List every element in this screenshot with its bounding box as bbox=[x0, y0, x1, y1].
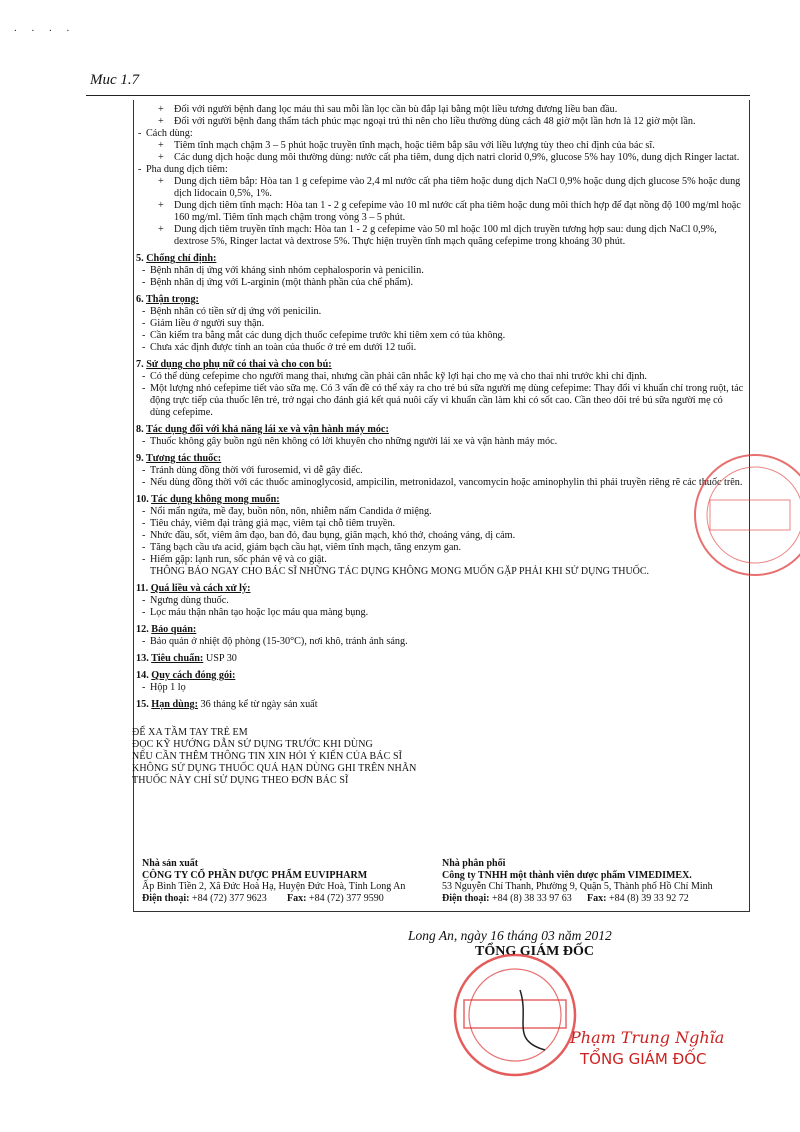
section-12 bbox=[136, 624, 744, 648]
list-item bbox=[136, 542, 744, 554]
section-8 bbox=[136, 424, 744, 448]
list-item bbox=[136, 436, 744, 448]
section-13 bbox=[136, 653, 744, 665]
distributor-phone: +84 (8) 38 33 97 63 bbox=[492, 892, 572, 904]
distributor bbox=[442, 858, 742, 904]
warning-line: KHÔNG SỬ DỤNG THUỐC QUÁ HẠN DÙNG GHI TRÊN NHÃN bbox=[132, 763, 417, 774]
section-5 bbox=[136, 253, 744, 289]
warning-line: ĐỌC KỸ HƯỚNG DẪN SỬ DỤNG TRƯỚC KHI DÙNG bbox=[132, 739, 373, 750]
section-14 bbox=[136, 670, 744, 694]
manufacturer-fax-label: Fax: bbox=[287, 892, 307, 904]
section-number: 10. bbox=[136, 494, 149, 505]
section-inline-value: 36 tháng kể từ ngày sản xuất bbox=[200, 699, 318, 710]
section-heading: Chống chỉ định: bbox=[146, 253, 217, 264]
list-item bbox=[136, 265, 744, 277]
list-item bbox=[136, 342, 744, 354]
distributor-fax: +84 (8) 39 33 92 72 bbox=[608, 892, 689, 904]
intro-item bbox=[136, 164, 744, 176]
bullet: - bbox=[142, 465, 146, 476]
distributor-address: 53 Nguyễn Chí Thanh, Phường 9, Quận 5, Thành phố Hồ Chí Minh bbox=[442, 881, 713, 892]
list-item-text: Bệnh nhân có tiền sử dị ứng với penicilin. bbox=[150, 306, 322, 317]
bullet: - bbox=[142, 506, 146, 517]
bullet: - bbox=[142, 277, 146, 288]
section-title bbox=[136, 253, 744, 265]
bullet: - bbox=[142, 330, 146, 341]
distributor-fax-label: Fax: bbox=[587, 892, 607, 904]
section-title bbox=[136, 670, 744, 682]
list-item bbox=[136, 554, 744, 566]
bullet: - bbox=[142, 342, 146, 353]
list-item bbox=[136, 682, 744, 694]
distributor-name: Công ty TNHH một thành viên dược phẩm VIMEDIMEX. bbox=[442, 869, 692, 881]
section-heading: Tương tác thuốc: bbox=[146, 453, 222, 464]
list-item-text: Tránh dùng đồng thời với furosemid, vì dễ gây điếc. bbox=[150, 465, 363, 476]
warning-line: THUỐC NÀY CHỈ SỬ DỤNG THEO ĐƠN BÁC SĨ bbox=[132, 775, 349, 786]
warning-line: NẾU CẦN THÊM THÔNG TIN XIN HỎI Ý KIẾN CỦA BÁC SĨ bbox=[132, 751, 403, 762]
list-item-text: Nếu dùng đồng thời với các thuốc aminoglycosid, ampicilin, metronidazol, vancomycin hoặc aminophylin thì phải truyền riêng rẽ các thuốc trên. bbox=[150, 477, 743, 488]
bullet: - bbox=[142, 530, 146, 541]
intro-item bbox=[136, 128, 744, 140]
distributor-phone-label: Điện thoại: bbox=[442, 892, 490, 904]
section-6 bbox=[136, 294, 744, 354]
section-7 bbox=[136, 359, 744, 419]
corner-dots: . . . . bbox=[14, 22, 76, 34]
list-item bbox=[136, 383, 744, 419]
section-note: THÔNG BÁO NGAY CHO BÁC SĨ NHỮNG TÁC DỤNG KHÔNG MONG MUỐN GẶP PHẢI KHI SỬ DỤNG THUỐC. bbox=[150, 566, 650, 577]
place-date: Long An, ngày 16 tháng 03 năm 2012 bbox=[408, 928, 612, 943]
list-item bbox=[136, 595, 744, 607]
section-number: 11. bbox=[136, 583, 149, 594]
bullet: - bbox=[142, 636, 146, 647]
bullet: - bbox=[142, 436, 146, 447]
list-item bbox=[136, 518, 744, 530]
section-heading: Tiêu chuẩn: bbox=[151, 653, 204, 664]
bullet: - bbox=[142, 318, 146, 329]
list-item-text: Có thể dùng cefepime cho người mang thai, nhưng cần phải cân nhắc kỹ lợi hại cho mẹ và cho thai nhi trước khi chỉ định. bbox=[150, 371, 647, 382]
section-15 bbox=[136, 699, 744, 711]
list-item bbox=[136, 306, 744, 318]
manufacturer-phone-label: Điện thoại: bbox=[142, 892, 190, 904]
intro-text: Dung dịch tiêm truyền tĩnh mạch: Hòa tan 1 - 2 g cefepime vào 50 ml hoặc 100 ml dịch truyền tương hợp sau: dung dịch NaCl 0,9%, dextrose 5%, Ringer lactat và dextrose 5%. Thực hiện truyền tĩnh mạch quãng cefepime trong khoảng 30 phút. bbox=[174, 224, 717, 247]
bullet: + bbox=[158, 152, 164, 163]
section-number: 7. bbox=[136, 359, 144, 370]
intro-text: Dung dịch tiêm tĩnh mạch: Hòa tan 1 - 2 g cefepime vào 10 ml nước cất pha tiêm hoặc dung môi thích hợp để đạt nồng độ 100 mg/ml hoặc 160 mg/ml. Tiêm tĩnh mạch chậm trong vòng 3 – 5 phút. bbox=[174, 200, 741, 223]
list-item bbox=[136, 318, 744, 330]
intro-item bbox=[136, 140, 744, 152]
bullet: - bbox=[142, 306, 146, 317]
intro-text: Đối với người bệnh đang lọc máu thì sau mỗi lần lọc cần bù đắp lại bằng một liều tương đương liều ban đầu. bbox=[174, 104, 618, 115]
dosage-continuation bbox=[136, 104, 744, 248]
intro-text: Cách dùng: bbox=[146, 128, 193, 139]
bullet: - bbox=[142, 607, 146, 618]
section-9 bbox=[136, 453, 744, 489]
bullet: - bbox=[138, 164, 142, 175]
section-number: 14. bbox=[136, 670, 149, 681]
list-item-text: Tăng bạch cầu ưa acid, giảm bạch cầu hạt, viêm tĩnh mạch, tăng enzym gan. bbox=[150, 542, 462, 553]
intro-text: Đối với người bệnh đang thẩm tách phúc mạc ngoại trú thì nên cho liều thường dùng cách 48 giờ một lần hơn là 12 giờ một lần. bbox=[174, 116, 696, 127]
list-item bbox=[136, 607, 744, 619]
section-title bbox=[136, 624, 744, 636]
section-heading: Tác dụng không mong muốn: bbox=[151, 494, 280, 505]
bullet: + bbox=[158, 176, 164, 187]
distributor-label: Nhà phân phối bbox=[442, 858, 506, 869]
list-item-text: Ngưng dùng thuốc. bbox=[150, 595, 229, 606]
list-item bbox=[136, 371, 744, 383]
warning-line: ĐỂ XA TẦM TAY TRẺ EM bbox=[132, 727, 248, 738]
intro-item bbox=[136, 176, 744, 200]
section-title bbox=[136, 424, 744, 436]
section-title bbox=[136, 453, 744, 465]
list-item-text: Bảo quản ở nhiệt độ phòng (15-30°C), nơi khô, tránh ánh sáng. bbox=[150, 636, 408, 647]
intro-item bbox=[136, 116, 744, 128]
list-item-text: Lọc máu thận nhân tạo hoặc lọc máu qua màng bụng. bbox=[150, 607, 369, 618]
bullet: - bbox=[142, 518, 146, 529]
section-title bbox=[136, 359, 744, 371]
bullet: - bbox=[142, 682, 146, 693]
section-11 bbox=[136, 583, 744, 619]
bullet: - bbox=[142, 595, 146, 606]
manufacturer-name: CÔNG TY CỔ PHẦN DƯỢC PHẨM EUVIPHARM bbox=[142, 869, 368, 881]
section-heading: Sử dụng cho phụ nữ có thai và cho con bú: bbox=[146, 359, 332, 370]
bullet: - bbox=[142, 265, 146, 276]
list-item bbox=[136, 330, 744, 342]
list-item bbox=[136, 477, 744, 489]
section-title bbox=[136, 653, 744, 665]
intro-text: Tiêm tĩnh mạch chậm 3 – 5 phút hoặc truyền tĩnh mạch, hoặc tiêm bắp sâu với liều lượng tùy theo chỉ định của bác sĩ. bbox=[174, 140, 655, 151]
bullet: - bbox=[138, 128, 142, 139]
section-number: 12. bbox=[136, 624, 149, 635]
section-heading: Quy cách đóng gói: bbox=[151, 670, 236, 681]
company-stamp bbox=[450, 950, 580, 1080]
section-heading: Thận trọng: bbox=[146, 294, 199, 305]
list-item bbox=[136, 506, 744, 518]
section-number: 9. bbox=[136, 453, 144, 464]
intro-item bbox=[136, 104, 744, 116]
director-title: TỔNG GIÁM ĐỐC bbox=[475, 944, 594, 959]
list-item bbox=[136, 636, 744, 648]
manufacturer-phone: +84 (72) 377 9623 bbox=[192, 892, 267, 904]
section-title bbox=[136, 494, 744, 506]
section-title bbox=[136, 294, 744, 306]
manufacturer-label: Nhà sản xuất bbox=[142, 858, 199, 869]
list-item-text: Hộp 1 lọ bbox=[150, 682, 186, 693]
intro-item bbox=[136, 224, 744, 248]
bullet: - bbox=[142, 371, 146, 382]
section-title bbox=[136, 699, 744, 711]
list-item bbox=[136, 277, 744, 289]
section-number: 13. bbox=[136, 653, 149, 664]
list-item-text: Nhức đầu, sốt, viêm âm đạo, ban đỏ, đau bụng, giãn mạch, khó thở, choáng váng, dị cảm. bbox=[150, 530, 516, 541]
manufacturer-address: Ấp Bình Tiền 2, Xã Đức Hoà Hạ, Huyện Đức Hoà, Tỉnh Long An bbox=[142, 881, 406, 892]
bullet: + bbox=[158, 140, 164, 151]
list-item-text: Cần kiểm tra bằng mắt các dung dịch thuốc cefepime trước khi tiêm xem có tủa không. bbox=[150, 330, 506, 341]
bullet: - bbox=[142, 477, 146, 488]
section-number: 5. bbox=[136, 253, 144, 264]
list-item-text: Bệnh nhân dị ứng với L-arginin (một thành phần của chế phẩm). bbox=[150, 277, 414, 288]
list-item-text: Nổi mẩn ngứa, mề đay, buồn nôn, nôn, nhiễm nấm Candida ở miệng. bbox=[150, 506, 432, 517]
list-item-text: Tiêu chảy, viêm đại tràng giả mạc, viêm tại chỗ tiêm truyền. bbox=[150, 518, 396, 529]
manufacturer-fax: +84 (72) 377 9590 bbox=[308, 892, 384, 904]
section-10 bbox=[136, 494, 744, 578]
intro-text: Dung dịch tiêm bắp: Hòa tan 1 g cefepime vào 2,4 ml nước cất pha tiêm hoặc dung dịch NaCl 0,9% hoặc dung dịch glucose 5% hoặc dung dịch lidocain 0,5%, 1%. bbox=[174, 176, 741, 199]
list-item bbox=[136, 530, 744, 542]
section-title bbox=[136, 583, 744, 595]
intro-text: Các dung dịch hoặc dung môi thường dùng: nước cất pha tiêm, dung dịch natri clorid 0,9%, glucose 5% hay 10%, dung dịch Ringer lactat. bbox=[174, 152, 740, 163]
section-number: 6. bbox=[136, 294, 144, 305]
signer-title: TỔNG GIÁM ĐỐC bbox=[580, 1050, 707, 1068]
document-body bbox=[132, 104, 744, 787]
intro-item bbox=[136, 152, 744, 164]
list-item bbox=[136, 465, 744, 477]
bullet: - bbox=[142, 554, 146, 565]
bullet: - bbox=[142, 383, 146, 394]
section-inline-value: USP 30 bbox=[205, 653, 237, 664]
section-number: 15. bbox=[136, 699, 149, 710]
bullet: + bbox=[158, 116, 164, 127]
list-item-text: Chưa xác định được tính an toàn của thuốc ở trẻ em dưới 12 tuổi. bbox=[150, 342, 417, 353]
header-divider bbox=[86, 95, 750, 96]
bullet: + bbox=[158, 200, 164, 211]
section-heading: Quá liều và cách xử lý: bbox=[150, 583, 251, 594]
section-heading: Hạn dùng: bbox=[151, 699, 198, 710]
side-stamp bbox=[690, 440, 800, 590]
list-item-text: Bệnh nhân dị ứng với kháng sinh nhóm cephalosporin và penicilin. bbox=[150, 265, 424, 276]
list-item-text: Giảm liều ở người suy thận. bbox=[150, 318, 265, 329]
bullet: + bbox=[158, 104, 164, 115]
list-item-text: Hiếm gặp: lạnh run, sốc phản vệ và co giật. bbox=[150, 554, 327, 565]
section-heading: Tác dụng đối với khả năng lái xe và vận hành máy móc: bbox=[146, 424, 389, 435]
warnings-block bbox=[132, 727, 744, 787]
sections bbox=[136, 253, 744, 711]
section-heading: Bảo quản: bbox=[151, 624, 197, 635]
list-item-text: Thuốc không gây buồn ngủ nên không có lời khuyên cho những người lái xe và vận hành máy móc. bbox=[150, 436, 558, 447]
section-marker: Muc 1.7 bbox=[90, 72, 140, 88]
intro-item bbox=[136, 200, 744, 224]
bullet: - bbox=[142, 542, 146, 553]
signer-name: Phạm Trung Nghĩa bbox=[570, 1028, 725, 1047]
bullet: + bbox=[158, 224, 164, 235]
manufacturer bbox=[142, 858, 442, 904]
intro-text: Pha dung dịch tiêm: bbox=[146, 164, 228, 175]
section-number: 8. bbox=[136, 424, 144, 435]
list-item-text: Một lượng nhỏ cefepime tiết vào sữa mẹ. Có 3 vấn đề có thể xảy ra cho trẻ bú sữa người mẹ dùng cefepime: Thay đổi vi khuẩn chí trong ruột, tác động trực tiếp của thuốc lên trẻ, trở ngại cho đánh giá kết quả nuôi cấy vi khuẩn cần làm khi có sốt cao. Cần theo dõi trẻ bú sữa người mẹ có dùng cefepime. bbox=[150, 383, 744, 418]
